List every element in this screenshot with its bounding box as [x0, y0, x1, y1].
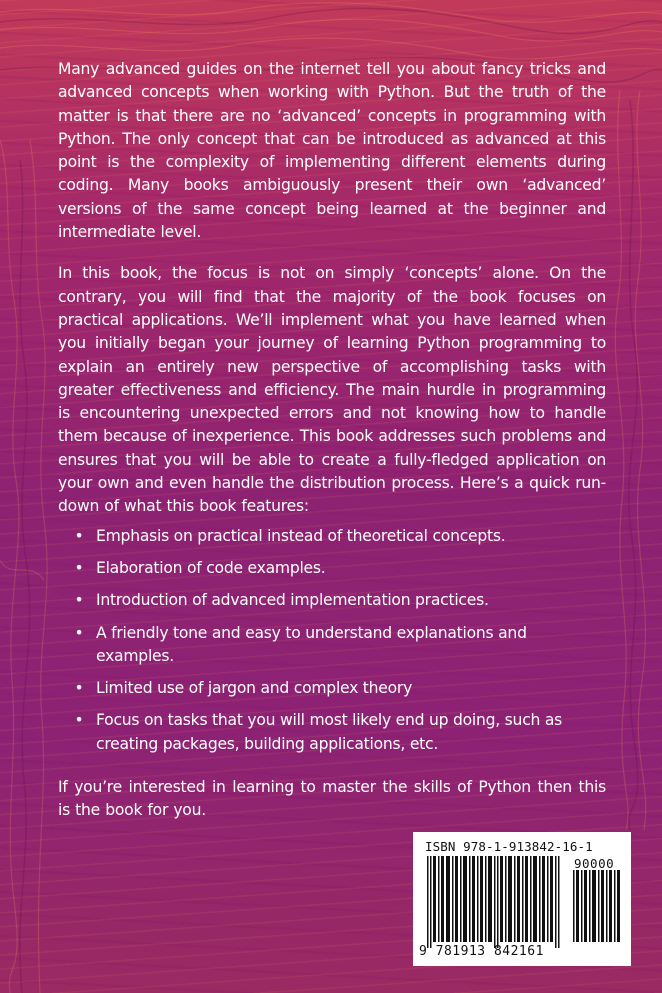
bullet-icon: • — [74, 558, 84, 577]
barcode-digits: 9 781913 842161 — [419, 944, 544, 959]
list-item: • A friendly tone and easy to understand explanations and examples. — [74, 623, 527, 665]
back-cover-text — [58, 58, 606, 823]
bullet-icon: • — [74, 711, 84, 730]
closing-paragraph: If you’re interested in learning to master the skills of Python then this is the book for you. — [58, 778, 606, 820]
list-item: • Elaboration of code examples. — [96, 557, 566, 580]
list-item: • Emphasis on practical instead of theoretical concepts. — [96, 525, 566, 548]
list-item: • Limited use of jargon and complex theory — [96, 677, 566, 700]
isbn-label: ISBN 978-1-913842-16-1 — [425, 839, 593, 854]
bullet-icon: • — [74, 526, 84, 545]
bullet-icon: • — [74, 591, 84, 610]
intro-paragraph: Many advanced guides on the internet tell you about fancy tricks and advanced concepts when working with Python. But the truth of the matter is that there are no ‘advanced’ concepts in programming with Python. The only concept that can be introduced as advanced at this point is the complexity of implementing different elements during coding. Many books ambiguously present their own ‘advanced’ versions of the same concept being learned at the beginner and intermediate level. — [58, 60, 606, 242]
list-item: • Focus on tasks that you will most likely end up doing, such as creating packages, building applications, etc. — [74, 711, 563, 753]
isbn-barcode-box — [413, 832, 631, 966]
bullet-icon: • — [74, 623, 84, 642]
features-list — [58, 525, 566, 756]
bullet-icon: • — [74, 679, 84, 698]
addon-digits: 90000 — [574, 856, 615, 871]
list-item: • Introduction of advanced implementation practices. — [96, 589, 566, 612]
focus-paragraph: In this book, the focus is not on simply ‘concepts’ alone. On the contrary, you will find that the majority of the book focuses on practical applications. We’ll implement what you have learned when you initially began your journey of learning Python programming to explain an entirely new perspective of accomplishing tasks with greater effectiveness and efficiency. The main hurdle in programming is encountering unexpected errors and not knowing how to handle them because of inexperience. This book addresses such problems and ensures that you will be able to create a fully-fledged application on your own and even handle the distribution process. Here’s a quick run-down of what this book features: — [58, 264, 606, 516]
